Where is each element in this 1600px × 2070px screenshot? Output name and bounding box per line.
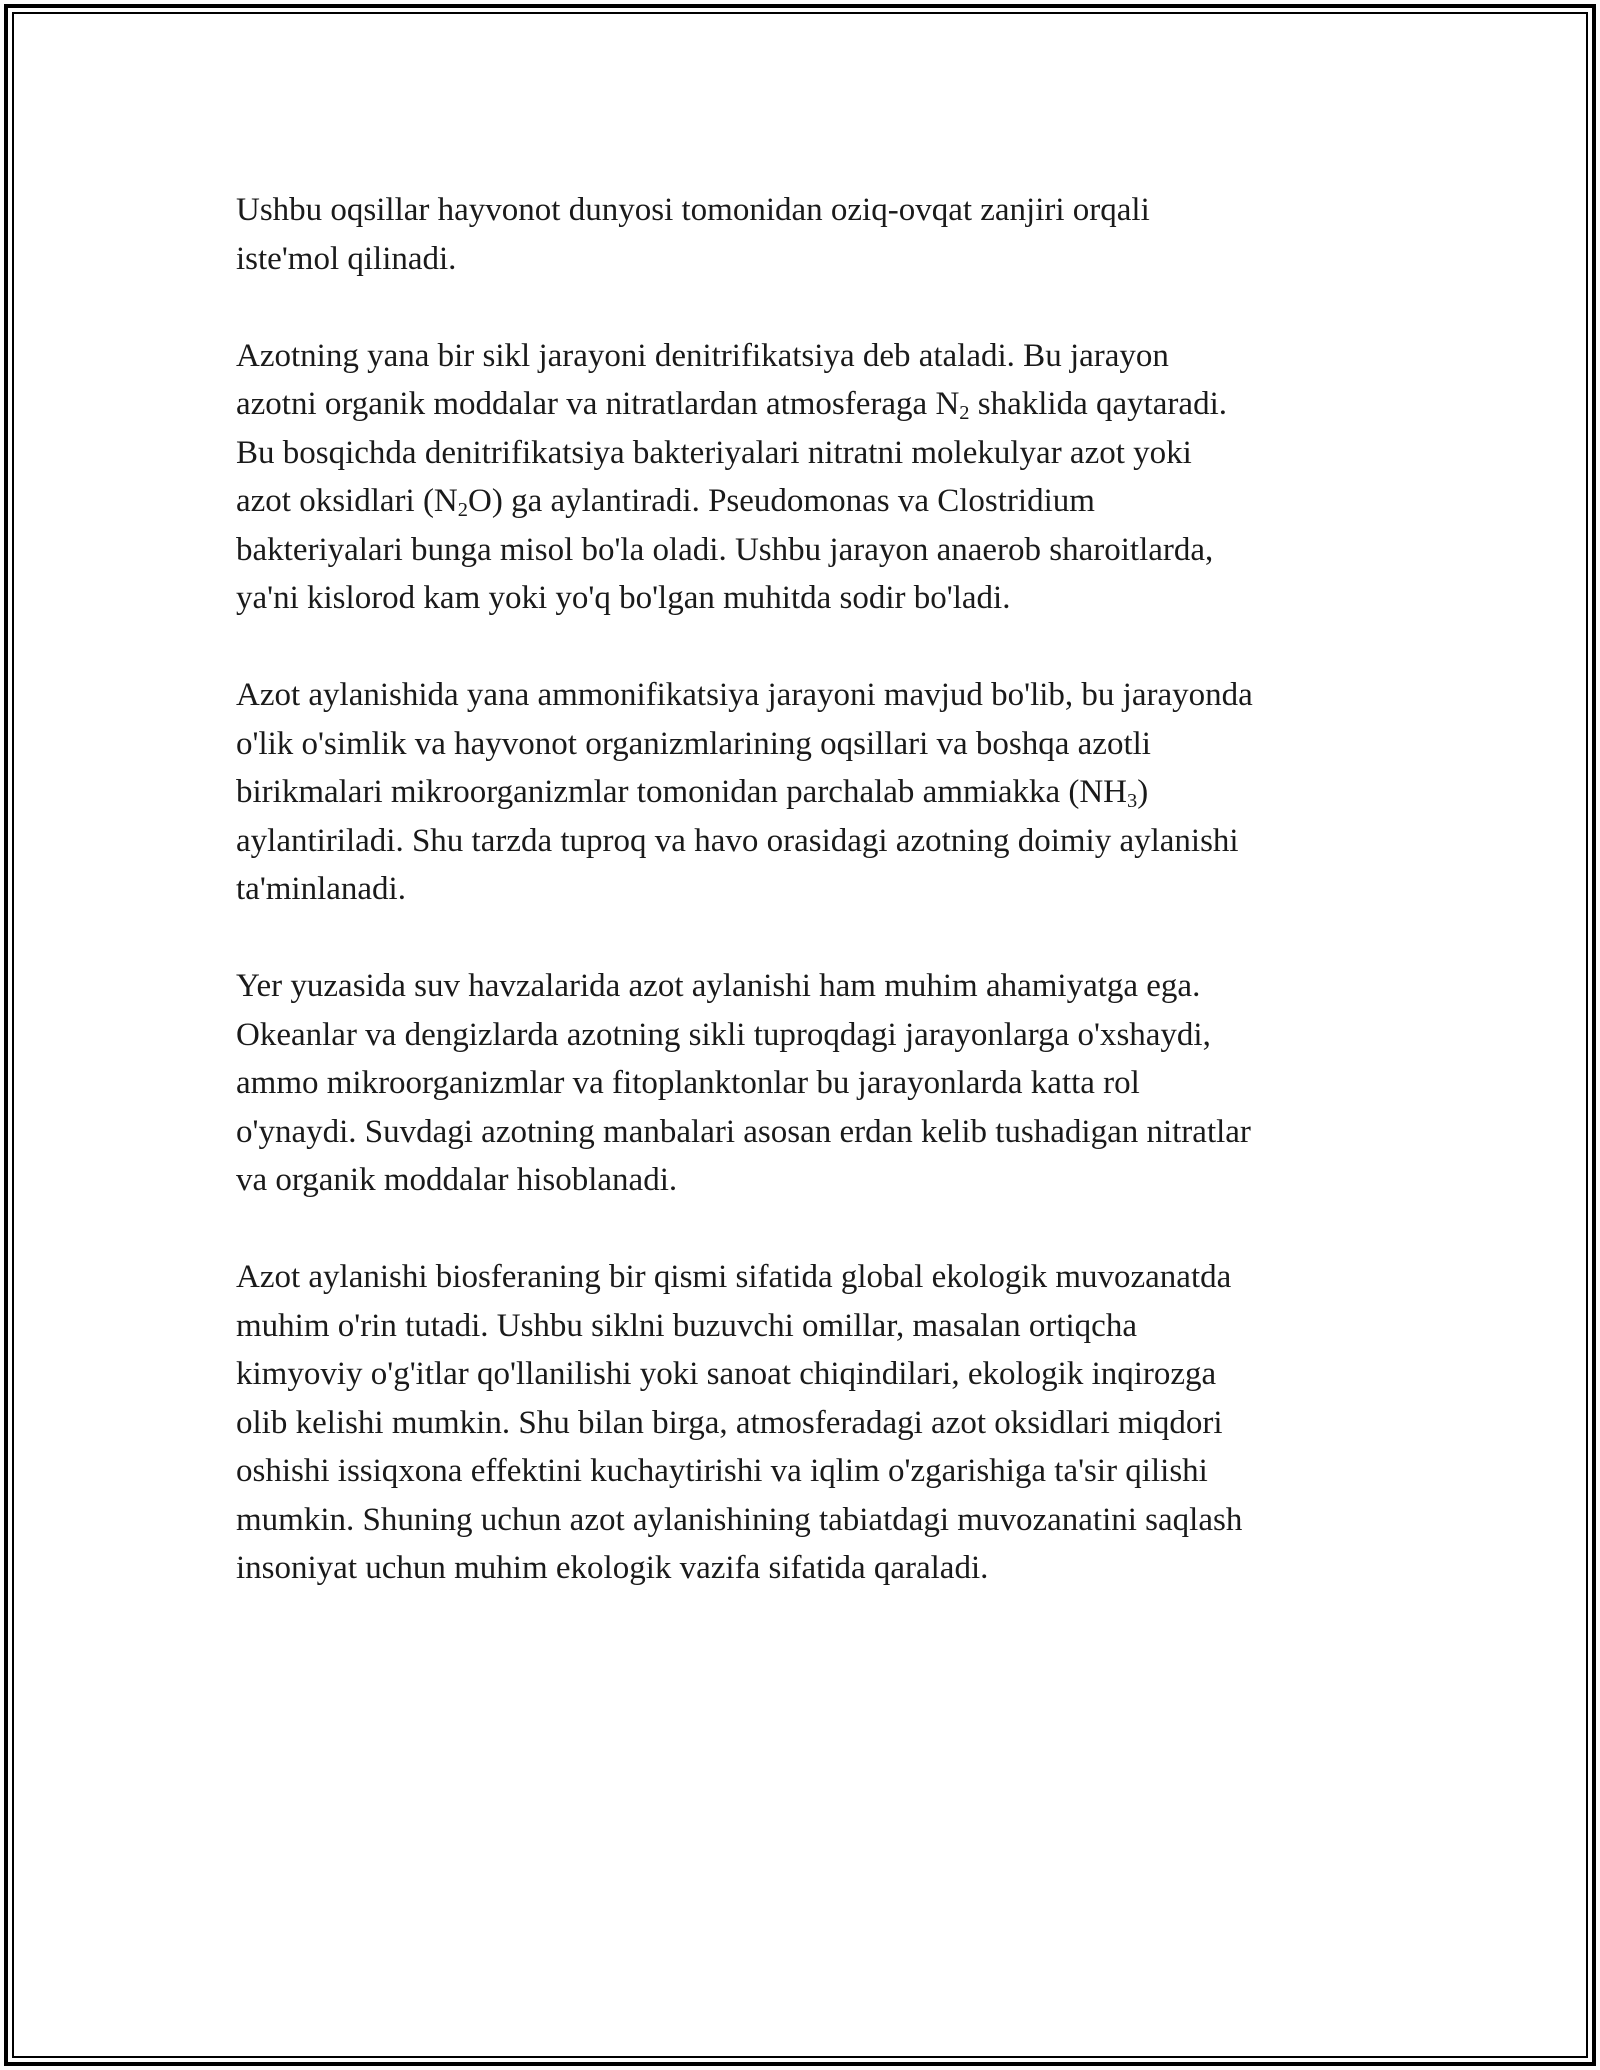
text-run: ) (1137, 774, 1149, 810)
subscript: 2 (959, 402, 970, 425)
text-run: o'ynaydi. Suvdagi azotning manbalari asosan erdan kelib tushadigan nitratlar (236, 1113, 1251, 1150)
text-run: ya'ni kislorod kam yoki yo'q bo'lgan muhitda sodir bo'ladi. (236, 580, 1011, 616)
text-run: Azot aylanishi biosferaning bir qismi sifatida global ekologik muvozanatda (236, 1259, 1232, 1295)
paragraph (236, 332, 1376, 623)
text-run: olib kelishi mumkin. Shu bilan birga, atmosferadagi azot oksidlari miqdori (236, 1404, 1223, 1441)
text-run: Yer yuzasida suv havzalarida azot aylanishi ham muhim ahamiyatga ega. (236, 968, 1201, 1004)
text-run: azot oksidlari (N (236, 483, 458, 519)
text-run: azotni organik moddalar va nitratlardan atmosferaga N (236, 386, 960, 422)
text-line (236, 235, 1376, 284)
text-line (236, 429, 1376, 478)
text-run: va organik moddalar hisoblanadi. (236, 1162, 678, 1198)
text-line (236, 1302, 1376, 1351)
document-body (236, 186, 1376, 1641)
text-run: ammo mikroorganizmlar va fitoplanktonlar bu jarayonlarda katta rol (236, 1065, 1140, 1101)
text-line (236, 962, 1376, 1011)
subscript: 2 (457, 499, 468, 522)
text-line (236, 477, 1376, 526)
text-line (236, 1011, 1376, 1060)
text-line (236, 720, 1376, 769)
text-line (236, 1156, 1376, 1205)
text-run: ta'minlanadi. (236, 871, 406, 907)
text-line (236, 768, 1376, 817)
text-run: oshishi issiqxona effektini kuchaytirishi va iqlim o'zgarishiga ta'sir qilishi (236, 1453, 1208, 1489)
text-line (236, 1399, 1376, 1448)
text-line (236, 1496, 1376, 1545)
subscript: 3 (1127, 790, 1138, 813)
text-run: O) ga aylantiradi. Pseudomonas va Clostridium (468, 483, 1095, 519)
text-line (236, 1447, 1376, 1496)
text-run: Ushbu oqsillar hayvonot dunyosi tomonidan oziq-ovqat zanjiri orqali (236, 192, 1150, 228)
text-line (236, 1253, 1376, 1302)
text-run: birikmalari mikroorganizmlar tomonidan parchalab ammiakka (NH (236, 774, 1128, 810)
text-run: mumkin. Shuning uchun azot aylanishining tabiatdagi muvozanatini saqlash (236, 1501, 1243, 1538)
text-line (236, 526, 1376, 575)
text-run: insoniyat uchun muhim ekologik vazifa sifatida qaraladi. (236, 1550, 989, 1586)
text-run: bakteriyalari bunga misol bo'la oladi. Ushbu jarayon anaerob sharoitlarda, (236, 531, 1214, 568)
text-run: o'lik o'simlik va hayvonot organizmlarining oqsillari va boshqa azotli (236, 725, 1151, 762)
text-run: Bu bosqichda denitrifikatsiya bakteriyalari nitratni molekulyar azot yoki (236, 434, 1192, 471)
text-run: shaklida qaytaradi. (969, 386, 1227, 422)
paragraph (236, 186, 1376, 283)
text-run: aylantiriladi. Shu tarzda tuproq va havo orasidagi azotning doimiy aylanishi (236, 822, 1239, 859)
text-run: muhim o'rin tutadi. Ushbu siklni buzuvchi omillar, masalan ortiqcha (236, 1307, 1137, 1344)
text-line (236, 186, 1376, 235)
text-line (236, 671, 1376, 720)
paragraph (236, 962, 1376, 1205)
paragraph (236, 671, 1376, 914)
text-line (236, 1544, 1376, 1593)
text-line (236, 1108, 1376, 1157)
text-line (236, 574, 1376, 623)
text-run: Azotning yana bir sikl jarayoni denitrifikatsiya deb ataladi. Bu jarayon (236, 337, 1169, 374)
text-line (236, 332, 1376, 381)
text-line (236, 1350, 1376, 1399)
text-line (236, 1059, 1376, 1108)
text-line (236, 817, 1376, 866)
text-line (236, 380, 1376, 429)
text-run: iste'mol qilinadi. (236, 240, 457, 277)
text-run: Okeanlar va dengizlarda azotning sikli tuproqdagi jarayonlarga o'xshaydi, (236, 1016, 1211, 1053)
paragraph (236, 1253, 1376, 1593)
text-run: Azot aylanishida yana ammonifikatsiya jarayoni mavjud bo'lib, bu jarayonda (236, 677, 1253, 713)
text-run: kimyoviy o'g'itlar qo'llanilishi yoki sanoat chiqindilari, ekologik inqirozga (236, 1356, 1217, 1392)
text-line (236, 865, 1376, 914)
